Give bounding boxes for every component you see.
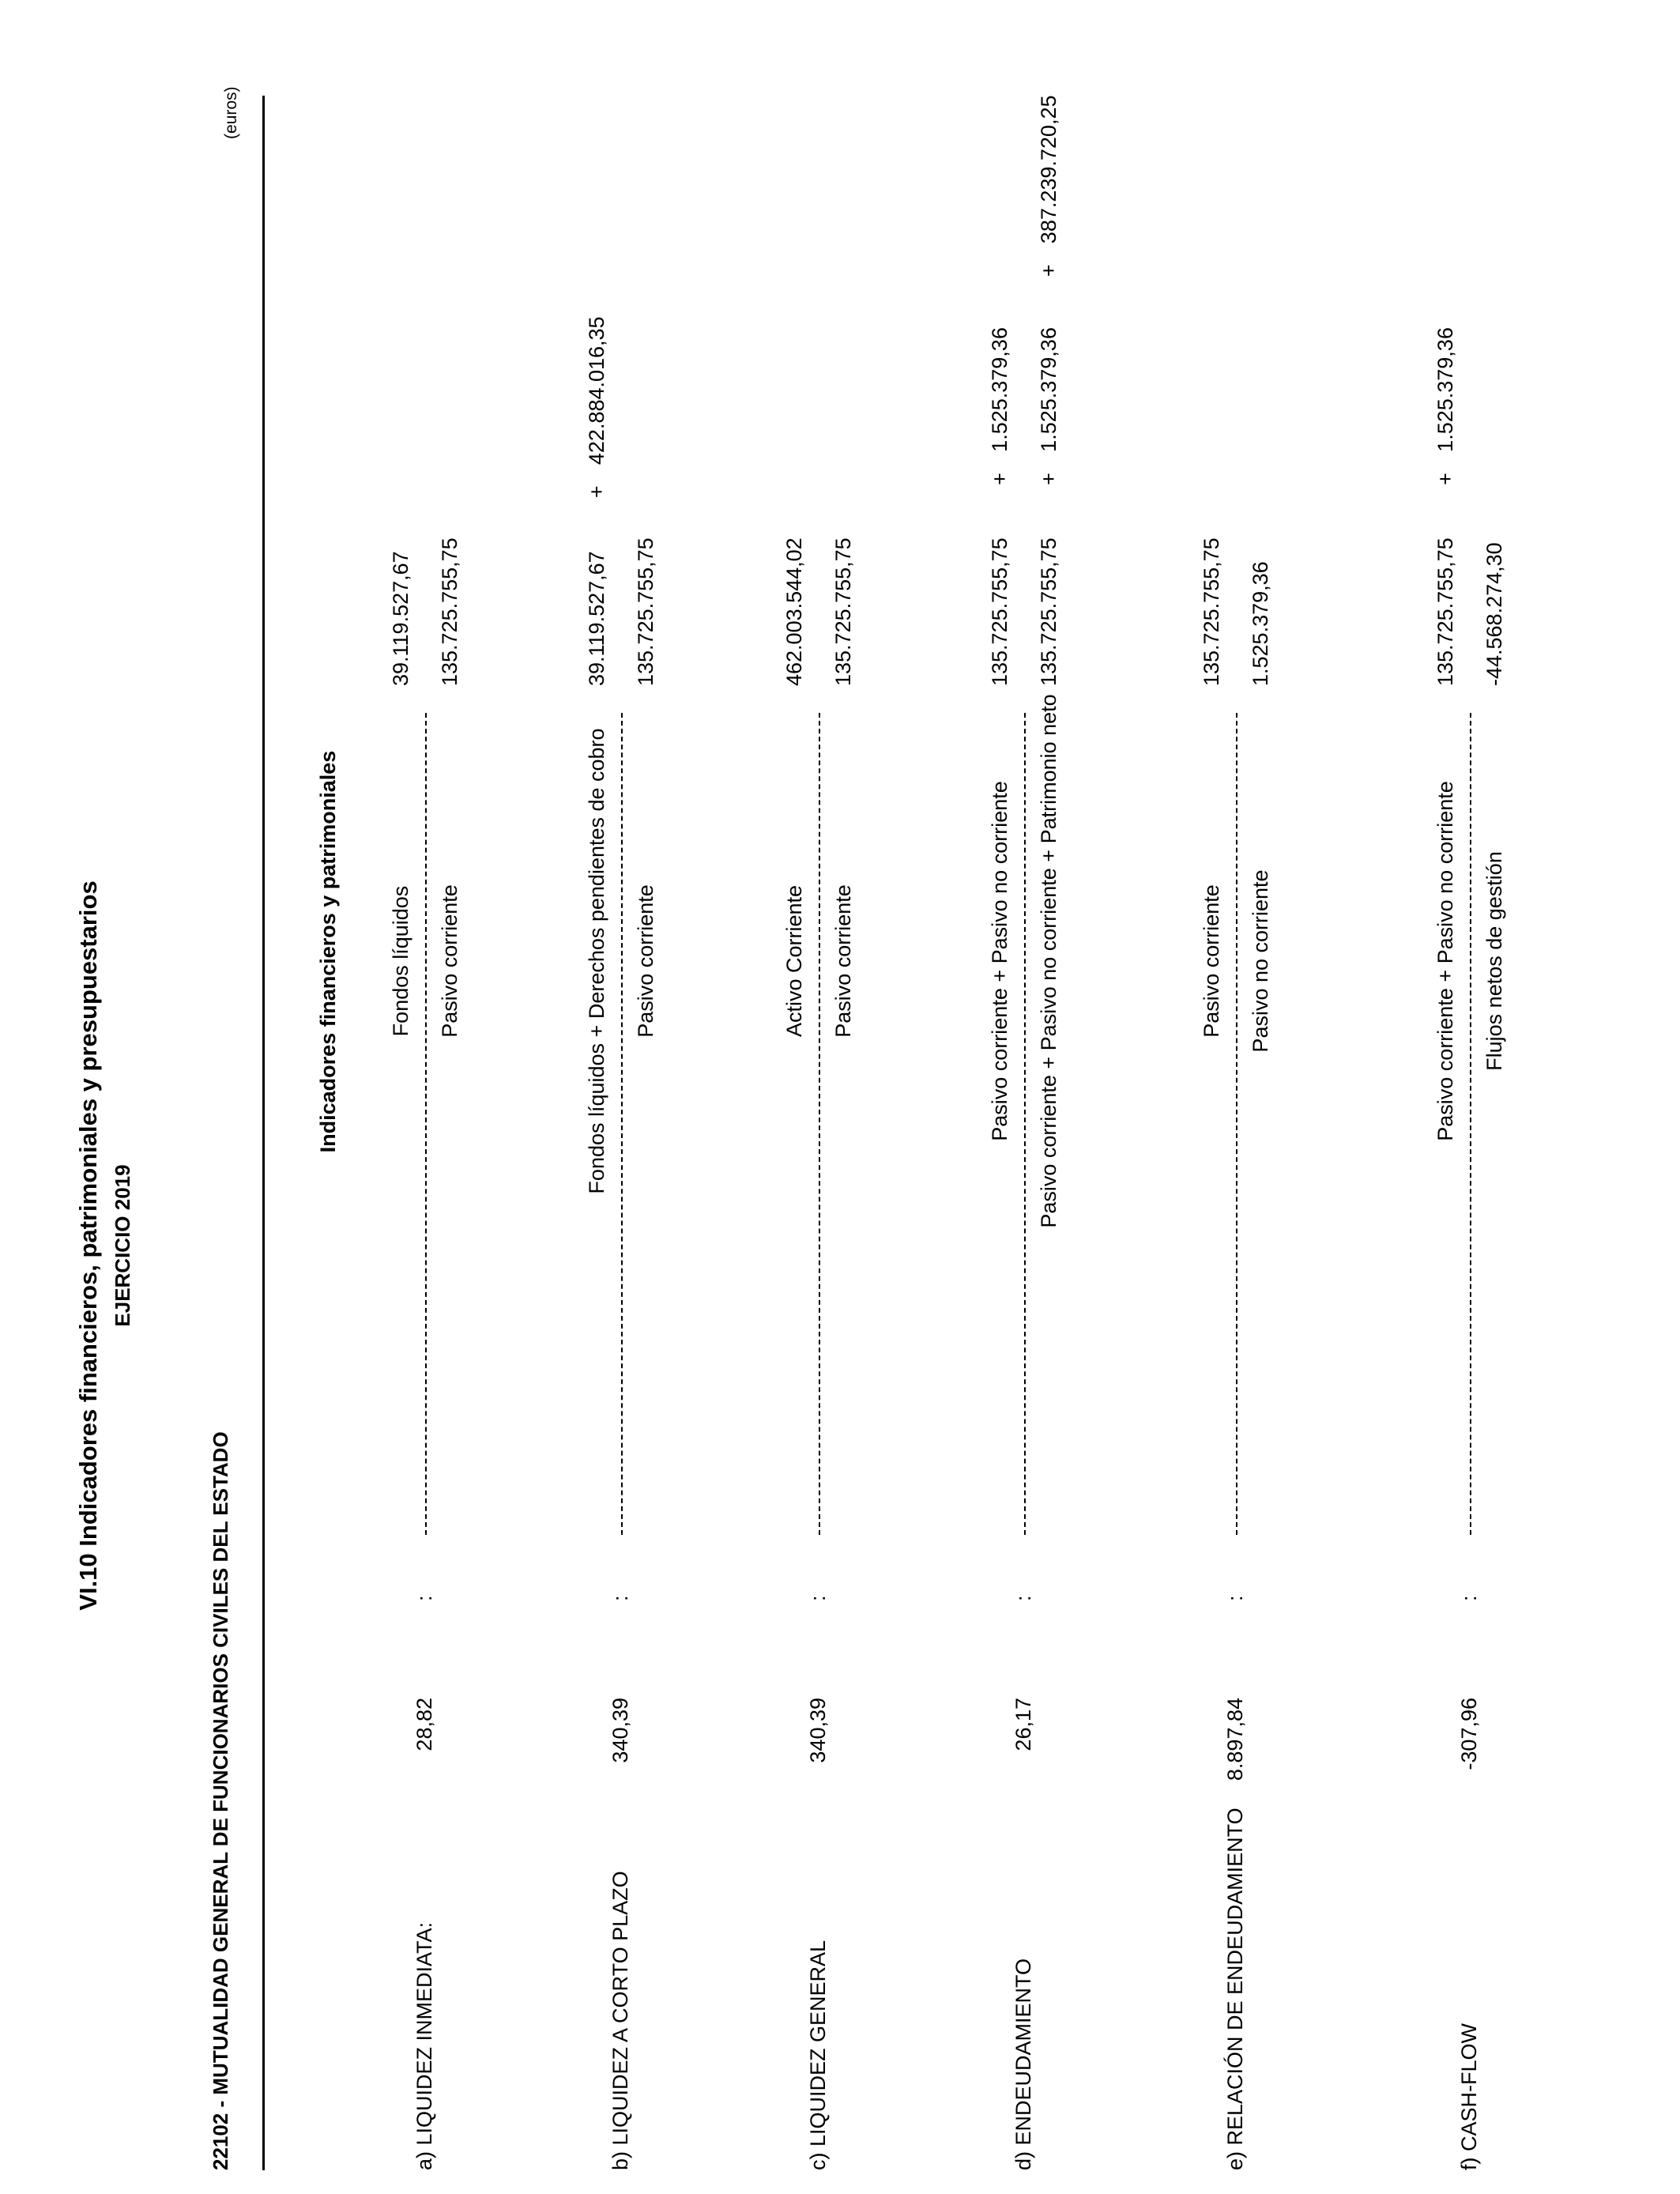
numerator-text: Activo Corriente bbox=[782, 884, 806, 1038]
fraction-line bbox=[1470, 713, 1471, 1535]
indicator-value: 8.897,84 bbox=[1223, 1698, 1247, 1781]
numerator-value: 462.003.544,02 bbox=[782, 537, 806, 686]
numerator-plus: + bbox=[988, 473, 1011, 485]
indicator-value: 28,82 bbox=[412, 1698, 436, 1751]
indicator-label: a) LIQUIDEZ INMEDIATA: bbox=[412, 1921, 436, 2170]
numerator-value: 39.119.527,67 bbox=[389, 551, 412, 686]
fraction-line bbox=[621, 713, 623, 1535]
unit-label: (euros) bbox=[222, 86, 240, 139]
denominator-plus: + bbox=[1037, 264, 1060, 277]
page-title: VI.10 Indicadores financieros, patrimoniales y presupuestarios bbox=[74, 880, 102, 1611]
ratio-separator: : bbox=[608, 1595, 632, 1601]
indicator-value: 340,39 bbox=[806, 1698, 830, 1763]
indicator-label: f) CASH-FLOW bbox=[1457, 2023, 1481, 2170]
numerator-value: 135.725.755,75 bbox=[988, 537, 1011, 686]
numerator-text: Fondos líquidos bbox=[389, 885, 412, 1037]
ratio-separator: : bbox=[806, 1595, 830, 1601]
denominator-text: Pasivo corriente bbox=[634, 884, 657, 1038]
numerator-value: 422.884.016,35 bbox=[585, 316, 608, 466]
numerator-text: Pasivo corriente bbox=[1200, 884, 1223, 1038]
numerator-plus: + bbox=[585, 485, 608, 499]
denominator-text: Pasivo corriente bbox=[831, 884, 855, 1038]
ratio-separator: : bbox=[1457, 1595, 1481, 1601]
denominator-text: Flujos netos de gestión bbox=[1482, 851, 1506, 1071]
entity-name: 22102 - MUTUALIDAD GENERAL DE FUNCIONARIOS CIVILES DEL ESTADO bbox=[209, 1431, 232, 2170]
denominator-value: 1.525.379,36 bbox=[1249, 561, 1272, 686]
denominator-value: 135.725.755,75 bbox=[1037, 537, 1060, 686]
denominator-value: 135.725.755,75 bbox=[438, 537, 461, 686]
indicator-value: 26,17 bbox=[1011, 1698, 1035, 1751]
header-rule bbox=[262, 96, 265, 2170]
page-subtitle: EJERCICIO 2019 bbox=[111, 1164, 134, 1327]
denominator-text: Pasivo corriente + Pasivo no corriente + Patrimonio neto bbox=[1037, 694, 1060, 1228]
indicator-label: d) ENDEUDAMIENTO bbox=[1011, 1958, 1035, 2170]
ratio-separator: : bbox=[1011, 1595, 1035, 1601]
denominator-value: -44.568.274,30 bbox=[1482, 542, 1506, 686]
indicator-label: b) LIQUIDEZ A CORTO PLAZO bbox=[608, 1871, 632, 2170]
numerator-text: Fondos líquidos + Derechos pendientes de cobro bbox=[585, 728, 608, 1194]
fraction-line bbox=[1024, 713, 1026, 1535]
ratio-separator: : bbox=[1223, 1595, 1247, 1601]
numerator-value: 39.119.527,67 bbox=[585, 551, 608, 686]
indicator-label: e) RELACIÓN DE ENDEUDAMIENTO bbox=[1223, 1808, 1247, 2170]
denominator-value: 135.725.755,75 bbox=[831, 537, 855, 686]
fraction-line bbox=[425, 713, 427, 1535]
numerator-value: 1.525.379,36 bbox=[1433, 327, 1457, 452]
numerator-text: Pasivo corriente + Pasivo no corriente bbox=[1433, 781, 1457, 1141]
denominator-value: 387.239.720,25 bbox=[1037, 95, 1060, 244]
ratio-separator: : bbox=[412, 1595, 436, 1601]
fraction-line bbox=[1236, 713, 1237, 1535]
denominator-value: 135.725.755,75 bbox=[634, 537, 657, 686]
indicator-value: -307,96 bbox=[1457, 1698, 1481, 1770]
numerator-plus: + bbox=[1433, 473, 1457, 485]
denominator-plus: + bbox=[1037, 473, 1060, 485]
numerator-text: Pasivo corriente + Pasivo no corriente bbox=[988, 781, 1011, 1141]
denominator-value: 1.525.379,36 bbox=[1037, 327, 1060, 452]
section-title: Indicadores financieros y patrimoniales bbox=[316, 750, 340, 1153]
numerator-value: 135.725.755,75 bbox=[1433, 537, 1457, 686]
fraction-line bbox=[819, 713, 820, 1535]
numerator-value: 135.725.755,75 bbox=[1200, 537, 1223, 686]
numerator-value: 1.525.379,36 bbox=[988, 327, 1011, 452]
indicator-label: c) LIQUIDEZ GENERAL bbox=[806, 1940, 830, 2170]
denominator-text: Pasivo no corriente bbox=[1249, 869, 1272, 1053]
indicator-value: 340,39 bbox=[608, 1698, 632, 1763]
denominator-text: Pasivo corriente bbox=[438, 884, 461, 1038]
